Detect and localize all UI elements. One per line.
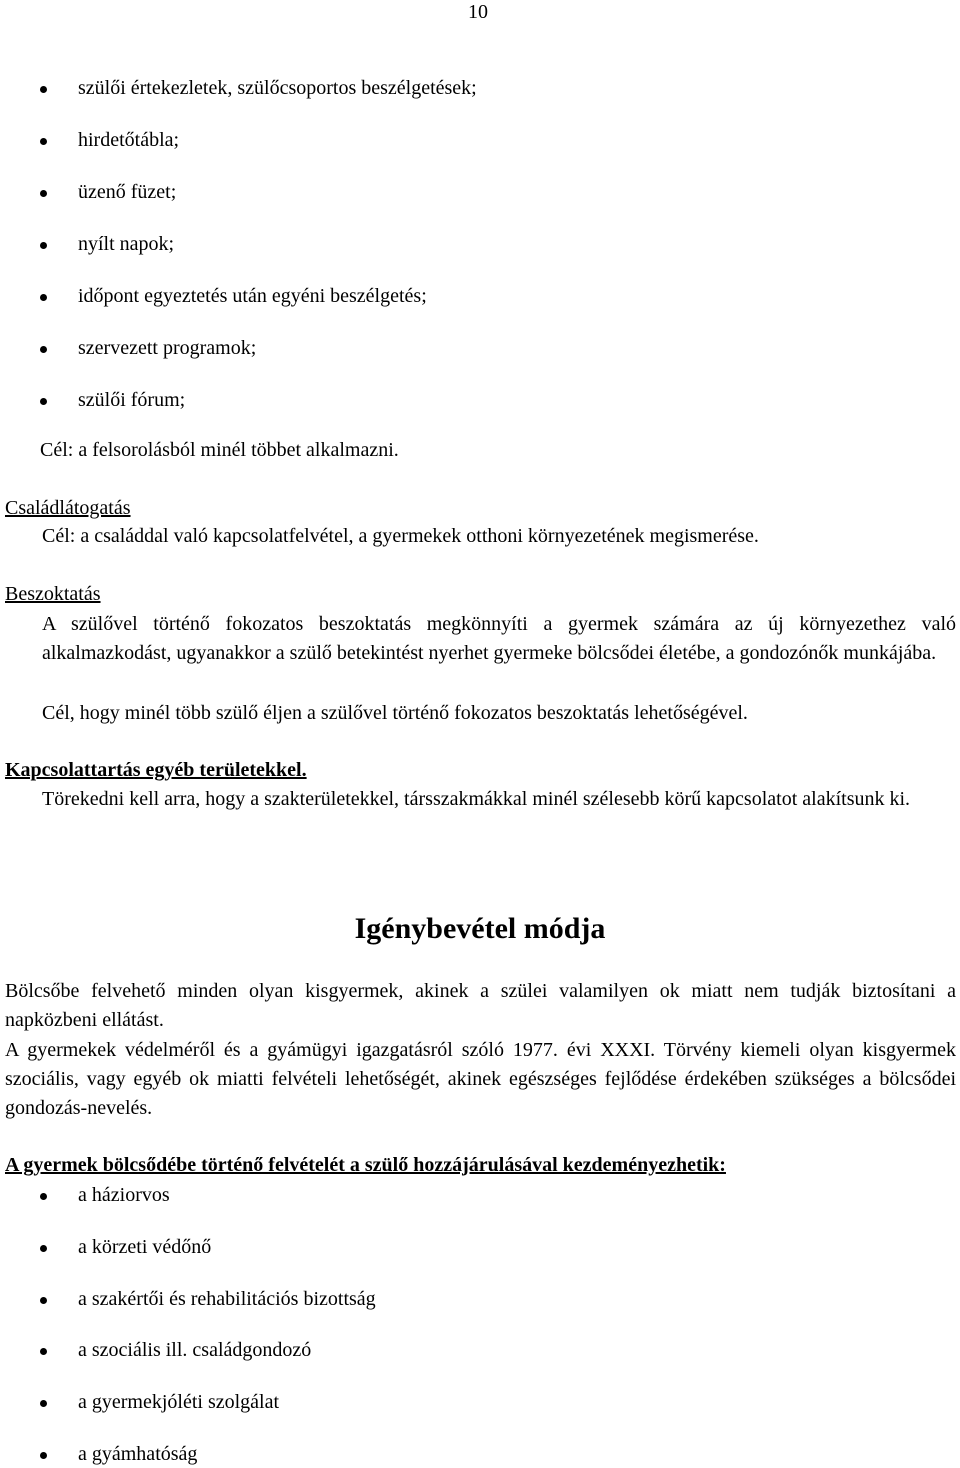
bullet-icon xyxy=(40,346,47,353)
contacts-heading: Kapcsolattartás egyéb területekkel. xyxy=(5,759,307,781)
family-visit-text: Cél: a családdal való kapcsolatfelvétel, a gyermekek otthoni környezetének megismerése. xyxy=(42,525,759,547)
bullet-icon xyxy=(40,1348,47,1355)
usage-paragraph-1: Bölcsőbe felvehető minden olyan kisgyermek, akinek a szülei valamilyen ok miatt nem tudják biztosítani a napközbeni ellátást. xyxy=(5,980,956,1031)
contacts-paragraph: Törekedni kell arra, hogy a szakterületekkel, társszakmákkal minél szélesebb körű kapcsolatot alakítsunk ki. xyxy=(42,788,911,810)
settling-in-heading: Beszoktatás xyxy=(5,583,101,605)
bullet-icon xyxy=(40,138,47,145)
goal-text: Cél: a felsorolásból minél többet alkalmazni. xyxy=(40,439,399,461)
settling-in-goal: Cél, hogy minél több szülő éljen a szülővel történő fokozatos beszoktatás lehetőségével. xyxy=(42,702,748,724)
bullet-icon xyxy=(40,1193,47,1200)
section-title: Igénybevétel módja xyxy=(354,912,606,945)
settling-in-paragraph: A szülővel történő fokozatos beszoktatás megkönnyíti a gyermek számára az új környezethez való alkalmazkodást, ugyanakkor a szülő betekintést nyerhet gyermeke bölcsődei életébe, a gondozónők munkájába. xyxy=(42,613,956,664)
admission-heading: A gyermek bölcsődébe történő felvételét a szülő hozzájárulásával kezdeményezhetik: xyxy=(5,1154,726,1176)
document-page: 10 szülői értekezletek, szülőcsoportos beszélgetések; hirdetőtábla; üzenő füzet; nyílt napok; időpont egyeztetés után egyéni beszélgetés; szervezett programok; szülői fórum; Cél: a felsorolásból minél többet alkalmazni. Családlátogatás Cél: a családdal való kapcsolatfelvétel, a gyermekek otthoni környezetének megismerése. Beszoktatás A szülővel történő fokozatos beszoktatás megkönnyíti a gyermek számára az új környezethez való alkalmazkodást, ugyanakkor a szülő betekintést nyerhet gyermeke bölcsődei életébe, a gondozónők munkájába. Cél, hogy minél több szülő éljen a szülővel történő fokozatos beszoktatás lehetőségével. Kapcsolattartás egyéb területekkel. Törekedni kell arra, hogy a szakterületekkel, társszakmákkal minél szélesebb körű kapcsolatot alakítsunk ki. Igénybevétel módja Bölcsőbe felvehető minden olyan kisgyermek, akinek a szülei valamilyen ok miatt nem tudják biztosítani a napközbeni ellátást. A gyermekek védelméről és a gyámügyi igazgatásról szóló 1977. évi XXXI. Törvény kiemeli olyan kisgyermek szociális, vagy egyéb ok miatti felvételi lehetőségét, akinek egészséges fejlődése érdekében szükséges a bölcsődei gondozás-nevelés. A gyermek bölcsődébe történő felvételét a szülő hozzájárulásával kezdeményezhetik: a háziorvos a körzeti védőnő a szakértői és rehabilitációs bizottság a szociális ill. családgondozó a gyermekjóléti szolgálat a gyámhatóság xyxy=(0,0,960,1468)
bullet-icon xyxy=(40,1297,47,1304)
bullet-icon xyxy=(40,1245,47,1252)
bullet-icon xyxy=(40,242,47,249)
bullet-icon xyxy=(40,86,47,93)
bullet-icon xyxy=(40,1400,47,1407)
bullet-icon xyxy=(40,294,47,301)
bullet-icon xyxy=(40,1452,47,1459)
bullet-icon xyxy=(40,398,47,405)
usage-paragraph-2: A gyermekek védelméről és a gyámügyi igazgatásról szóló 1977. évi XXXI. Törvény kiemeli olyan kisgyermek szociális, vagy egyéb ok miatti felvételi lehetőségét, akinek egészséges fejlődése érdekében szükséges a bölcsődei gondozás-nevelés. xyxy=(5,1039,956,1119)
page-number: 10 xyxy=(468,1,488,23)
bullet-icon xyxy=(40,190,47,197)
family-visit-heading: Családlátogatás xyxy=(5,497,131,519)
